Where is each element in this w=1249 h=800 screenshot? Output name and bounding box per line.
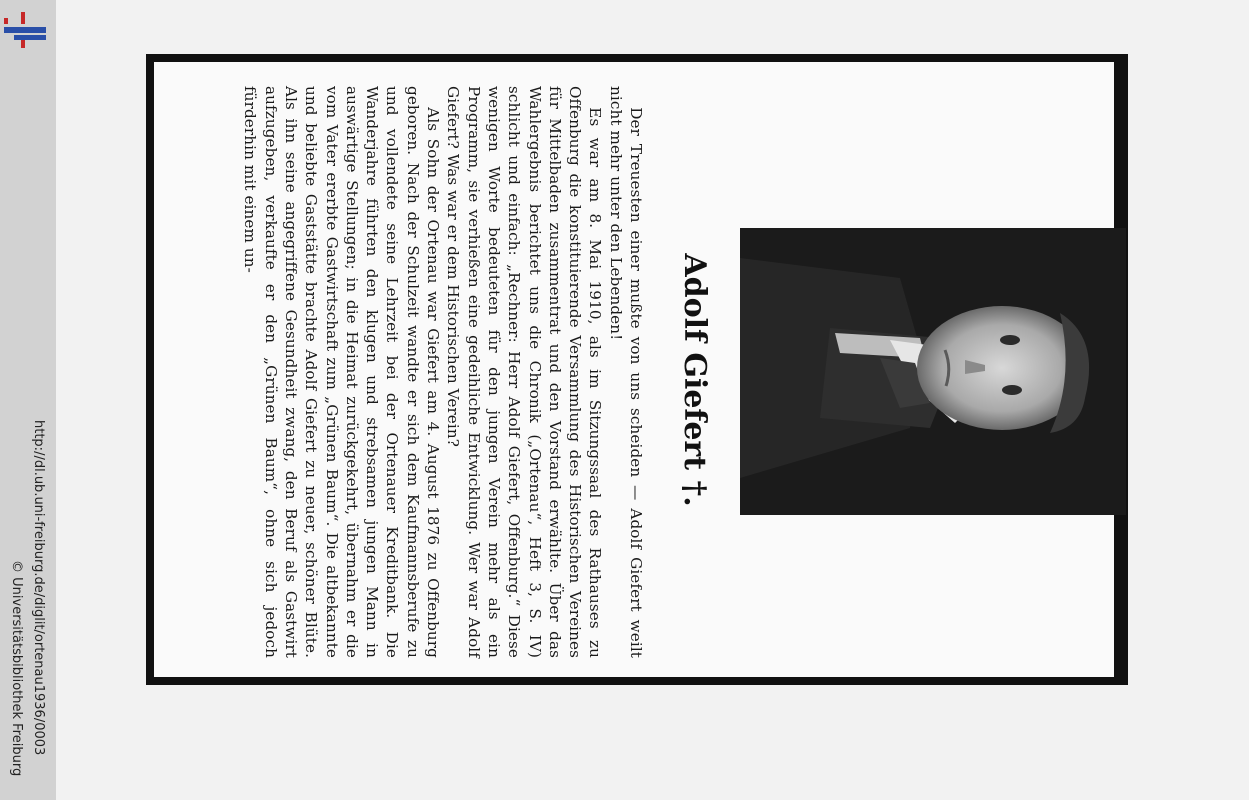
library-logo-icon [4, 10, 46, 50]
article-paragraph: Der Treuesten einer mußte von uns scheiden — Adolf Giefert weilt nicht mehr unter den Lebenden! [606, 86, 645, 658]
article-text-rotated [208, 72, 654, 672]
article-paragraph: Es war am 8. Mai 1910, als im Sitzungssaal des Rathauses zu Offenburg die konstituierende Versammlung des Historischen Vereines für Mittelbaden zusammentrat und den Vorstand erwählte. Über das Wahlergebnis berichtet uns die Chronik („Ortenau“, Heft 3, S. IV) schlicht und einfach: „Rechner: Herr Adolf Giefert, Offenburg.“ Diese wenigen Worte bedeuteten für den jungen Verein mehr als ein Programm, sie verhießen eine gedeihliche Entwicklung. Wer war Adolf Giefert? Was war er dem Historischen Verein? [444, 86, 605, 658]
scanned-page [56, 0, 1249, 800]
sidebar [0, 0, 56, 800]
article-paragraph: Als Sohn der Ortenau war Giefert am 4. August 1876 zu Offenburg geboren. Nach der Schulzeit wandte er sich dem Kaufmannsberufe zu und vollendete seine Lehrzeit bei der Ortenauer Kreditbank. Die Wanderjahre führten den klugen und strebsamen jungen Mann in auswärtige Stellungen; in die Heimat zurückgekehrt, übernahm er die vom Vater ererbte Gastwirtschaft zum „Grünen Baum“. Die altbekannte und beliebte Gaststätte brachte Adolf Giefert zu neuer, schöner Blüte. Als ihn seine angegriffene Gesundheit zwang, den Beruf als Gastwirt aufzugeben, verkaufte er den „Grünen Baum“, ohne sich jedoch fürderhin mit einem un- [241, 86, 443, 658]
article-text-block [208, 72, 654, 672]
portrait-photo [740, 228, 1126, 515]
sidebar-url-link[interactable]: http://dl.ub.uni-freiburg.de/diglit/ortenau1936/0003 [31, 420, 46, 756]
page-title: Adolf Giefert †. [677, 253, 712, 507]
page-title-block [664, 250, 724, 510]
sidebar-copyright: © Universitätsbibliothek Freiburg [9, 560, 24, 777]
portrait-image-icon [740, 228, 1126, 515]
